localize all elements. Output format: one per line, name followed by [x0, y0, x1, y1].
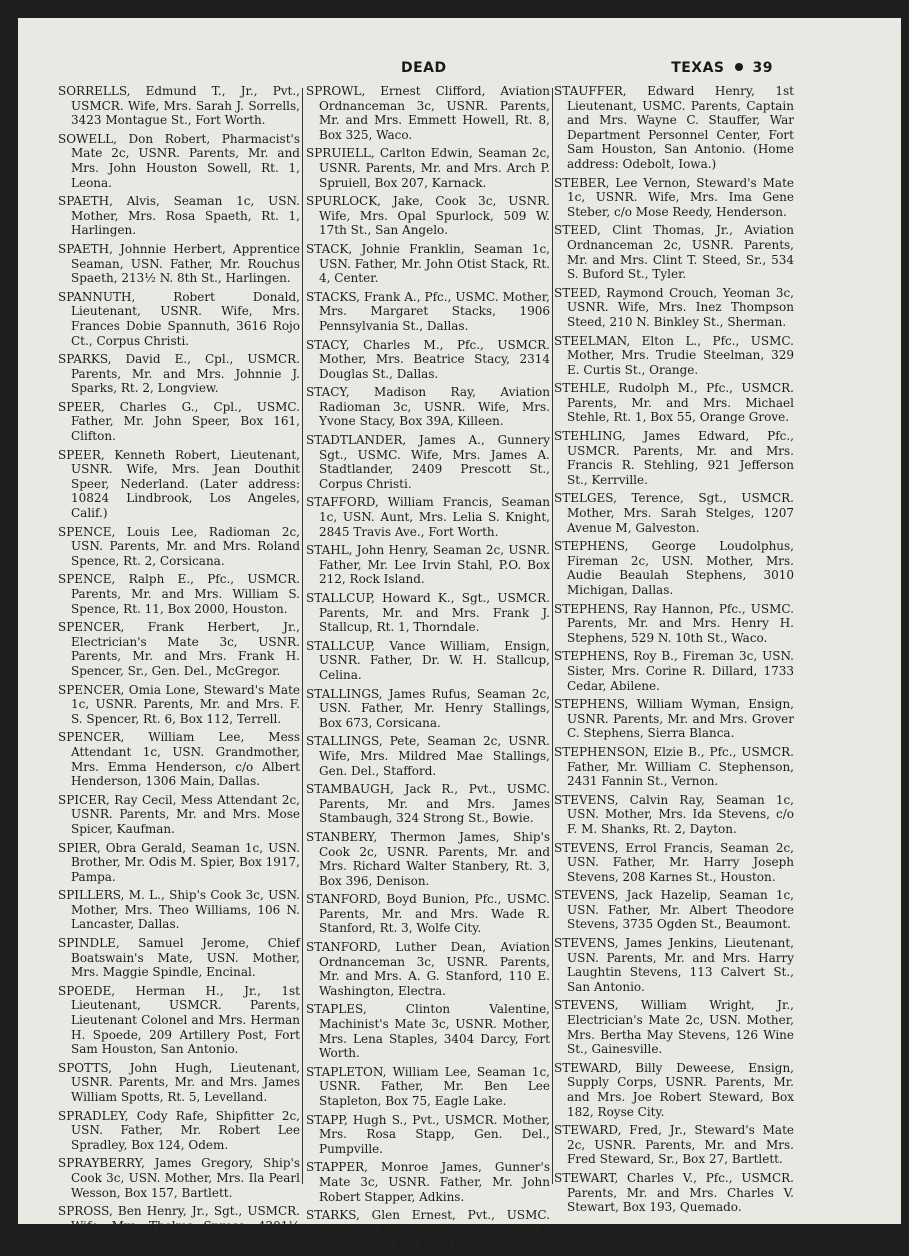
casualty-entry: STACY, Madison Ray, Aviation Radioman 3c, USNR. Wife, Mrs. Yvone Stacy, Box 39A, Killeen. [306, 385, 550, 429]
page-number: 39 [752, 60, 773, 76]
casualty-entry: STANBERY, Thermon James, Ship's Cook 2c, USNR. Parents, Mr. and Mrs. Richard Walter Stanbery, Rt. 3, Box 396, Denison. [306, 829, 550, 888]
casualty-entry: STALLCUP, Vance William, Ensign, USNR. Father, Dr. W. H. Stallcup, Celina. [306, 638, 550, 682]
casualty-entry: SPROSS, Ben Henry, Jr., Sgt., USMCR. Wife, Mrs. Thelma Spross, 4201½ Cedar Springs Ave., Dallas. [58, 1204, 300, 1248]
casualty-entry: SPENCER, Frank Herbert, Jr., Electrician's Mate 3c, USNR. Parents, Mr. and Mrs. Frank H. Spencer, Sr., Gen. Del., McGregor. [58, 620, 300, 678]
casualty-entry: STAPP, Hugh S., Pvt., USMCR. Mother, Mrs. Rosa Stapp, Gen. Del., Pumpville. [306, 1112, 550, 1156]
casualty-entry: STARKS, Glen Ernest, Pvt., USMC. Parents, Mr. and Mrs. William A. Starks, Star Rt., Hale Center. [306, 1208, 550, 1252]
casualty-entry: SPRADLEY, Cody Rafe, Shipfitter 2c, USN. Father, Mr. Robert Lee Spradley, Box 124, Odem. [58, 1108, 300, 1152]
casualty-entry: STAPLETON, William Lee, Seaman 1c, USNR. Father, Mr. Ben Lee Stapleton, Box 75, Eagle Lake. [306, 1064, 550, 1108]
casualty-entry: STEHLE, Rudolph M., Pfc., USMCR. Parents, Mr. and Mrs. Michael Stehle, Rt. 1, Box 55, Orange Grove. [554, 381, 794, 425]
page-header [18, 58, 901, 82]
casualty-entry: STELGES, Terence, Sgt., USMCR. Mother, Mrs. Sarah Stelges, 1207 Avenue M, Galveston. [554, 491, 794, 535]
casualty-entry: SPROWL, Ernest Clifford, Aviation Ordnanceman 3c, USNR. Parents, Mr. and Mrs. Emmett Howell, Rt. 8, Box 325, Waco. [306, 84, 550, 142]
casualty-entry: SPARKS, David E., Cpl., USMCR. Parents, Mr. and Mrs. Johnnie J. Sparks, Rt. 2, Longview. [58, 352, 300, 396]
casualty-entry: SPANNUTH, Robert Donald, Lieutenant, USNR. Wife, Mrs. Frances Dobie Spannuth, 3616 Rojo Ct., Corpus Christi. [58, 289, 300, 348]
column-2 [306, 84, 550, 1256]
column-divider [302, 88, 303, 1184]
casualty-entry: SPRAYBERRY, James Gregory, Ship's Cook 3c, USN. Mother, Mrs. Ila Pearl Wesson, Box 157, Bartlett. [58, 1156, 300, 1200]
column-1 [58, 84, 300, 1252]
casualty-entry: STACK, Johnie Franklin, Seaman 1c, USN. Father, Mr. John Otist Stack, Rt. 4, Center. [306, 241, 550, 286]
state-name: TEXAS [671, 60, 725, 76]
casualty-entry: SPENCE, Louis Lee, Radioman 2c, USN. Parents, Mr. and Mrs. Roland Spence, Rt. 2, Corsicana. [58, 524, 300, 568]
casualty-entry: STEHLING, James Edward, Pfc., USMCR. Parents, Mr. and Mrs. Francis R. Stehling, 921 Jefferson St., Kerrville. [554, 429, 794, 487]
casualty-entry: SPEER, Kenneth Robert, Lieutenant, USNR. Wife, Mrs. Jean Douthit Speer, Nederland. (Later address: 10824 Lindbrook, Los Angeles, Calif.) [58, 447, 300, 521]
casualty-entry: SORRELLS, Edmund T., Jr., Pvt., USMCR. Wife, Mrs. Sarah J. Sorrells, 3423 Montague St., Fort Worth. [58, 84, 300, 128]
casualty-entry: STAPLES, Clinton Valentine, Machinist's Mate 3c, USNR. Mother, Mrs. Lena Staples, 3404 Darcy, Fort Worth. [306, 1002, 550, 1061]
casualty-entry: SPAETH, Alvis, Seaman 1c, USN. Mother, Mrs. Rosa Spaeth, Rt. 1, Harlingen. [58, 194, 300, 238]
casualty-entry: STEED, Raymond Crouch, Yeoman 3c, USNR. Wife, Mrs. Inez Thompson Steed, 210 N. Binkley St., Sherman. [554, 285, 794, 329]
casualty-entry: SPOTTS, John Hugh, Lieutenant, USNR. Parents, Mr. and Mrs. James William Spotts, Rt. 5, Levelland. [58, 1060, 300, 1104]
casualty-entry: STACY, Charles M., Pfc., USMCR. Mother, Mrs. Beatrice Stacy, 2314 Douglas St., Dallas. [306, 337, 550, 381]
casualty-entry: STACKS, Frank A., Pfc., USMC. Mother, Mrs. Margaret Stacks, 1906 Pennsylvania St., Dallas. [306, 289, 550, 333]
casualty-entry: SPRUIELL, Carlton Edwin, Seaman 2c, USNR. Parents, Mr. and Mrs. Arch P. Spruiell, Box 207, Karnack. [306, 146, 550, 190]
casualty-entry: STAMBAUGH, Jack R., Pvt., USMC. Parents, Mr. and Mrs. James Stambaugh, 324 Strong St., Bowie. [306, 782, 550, 826]
casualty-entry: STANFORD, Boyd Bunion, Pfc., USMC. Parents, Mr. and Mrs. Wade R. Stanford, Rt. 3, Wolfe City. [306, 892, 550, 936]
casualty-entry: STEBER, Lee Vernon, Steward's Mate 1c, USNR. Wife, Mrs. Ima Gene Steber, c/o Mose Reedy, Henderson. [554, 175, 794, 219]
casualty-entry: SPINDLE, Samuel Jerome, Chief Boatswain's Mate, USN. Mother, Mrs. Maggie Spindle, Encinal. [58, 936, 300, 980]
casualty-entry: STANFORD, Luther Dean, Aviation Ordnanceman 3c, USNR. Parents, Mr. and Mrs. A. G. Stanford, 110 E. Washington, Electra. [306, 940, 550, 998]
casualty-entry: STALLCUP, Howard K., Sgt., USMCR. Parents, Mr. and Mrs. Frank J. Stallcup, Rt. 1, Thorndale. [306, 591, 550, 635]
casualty-entry: SPILLERS, M. L., Ship's Cook 3c, USN. Mother, Mrs. Theo Williams, 106 N. Lancaster, Dallas. [58, 888, 300, 932]
casualty-entry: STEVENS, William Wright, Jr., Electrician's Mate 2c, USN. Mother, Mrs. Bertha May Stevens, 126 Wine St., Gainesville. [554, 998, 794, 1057]
casualty-entry: STEWART, Charles V., Pfc., USMCR. Parents, Mr. and Mrs. Charles V. Stewart, Box 193, Quemado. [554, 1170, 794, 1215]
casualty-entry: STALLINGS, Pete, Seaman 2c, USNR. Wife, Mrs. Mildred Mae Stallings, Gen. Del., Stafford. [306, 734, 550, 778]
section-title: DEAD [401, 60, 447, 76]
column-divider [552, 88, 553, 1184]
casualty-entry: STEWARD, Fred, Jr., Steward's Mate 2c, USNR. Parents, Mr. and Mrs. Fred Steward, Sr., Box 27, Bartlett. [554, 1123, 794, 1167]
casualty-entry: SOWELL, Don Robert, Pharmacist's Mate 2c, USNR. Parents, Mr. and Mrs. John Houston Sowell, Rt. 1, Leona. [58, 131, 300, 190]
casualty-entry: SPICER, Ray Cecil, Mess Attendant 2c, USNR. Parents, Mr. and Mrs. Mose Spicer, Kaufman. [58, 792, 300, 836]
casualty-entry: SPURLOCK, Jake, Cook 3c, USNR. Wife, Mrs. Opal Spurlock, 509 W. 17th St., San Angelo. [306, 194, 550, 238]
casualty-entry: SPENCER, Omia Lone, Steward's Mate 1c, USNR. Parents, Mr. and Mrs. F. S. Spencer, Rt. 6, Box 112, Terrell. [58, 682, 300, 726]
casualty-entry: SPENCE, Ralph E., Pfc., USMCR. Parents, Mr. and Mrs. William S. Spence, Rt. 11, Box 2000, Houston. [58, 572, 300, 616]
casualty-entry: STEED, Clint Thomas, Jr., Aviation Ordnanceman 2c, USNR. Parents, Mr. and Mrs. Clint T. Steed, Sr., 534 S. Buford St., Tyler. [554, 223, 794, 282]
bullet-icon [735, 63, 743, 71]
casualty-entry: STADTLANDER, James A., Gunnery Sgt., USMC. Wife, Mrs. James A. Stadtlander, 2409 Prescott St., Corpus Christi. [306, 433, 550, 491]
casualty-entry: STEPHENS, William Wyman, Ensign, USNR. Parents, Mr. and Mrs. Grover C. Stephens, Sierra Blanca. [554, 697, 794, 741]
casualty-entry: STEVENS, Jack Hazelip, Seaman 1c, USN. Father, Mr. Albert Theodore Stevens, 3735 Ogden St., Beaumont. [554, 888, 794, 932]
casualty-entry: STAPPER, Monroe James, Gunner's Mate 3c, USNR. Father, Mr. John Robert Stapper, Adkins. [306, 1160, 550, 1204]
casualty-entry: STEWARD, Billy Deweese, Ensign, Supply Corps, USNR. Parents, Mr. and Mrs. Joe Robert Steward, Box 182, Royse City. [554, 1060, 794, 1119]
casualty-entry: STEPHENS, George Loudolphus, Fireman 2c, USN. Mother, Mrs. Audie Beaulah Stephens, 3010 Michigan, Dallas. [554, 539, 794, 597]
column-3 [554, 84, 794, 1219]
casualty-entry: SPEER, Charles G., Cpl., USMC. Father, Mr. John Speer, Box 161, Clifton. [58, 399, 300, 444]
casualty-entry: STAUFFER, Edward Henry, 1st Lieutenant, USMC. Parents, Captain and Mrs. Wayne C. Stauffer, War Department Personnel Center, Fort Sam Houston, San Antonio. (Home address: Odebolt, Iowa.) [554, 84, 794, 171]
casualty-entry: STEVENS, Errol Francis, Seaman 2c, USN. Father, Mr. Harry Joseph Stevens, 208 Karnes St., Houston. [554, 840, 794, 884]
casualty-entry: STEVENS, Calvin Ray, Seaman 1c, USN. Mother, Mrs. Ida Stevens, c/o F. M. Shanks, Rt. 2, Dayton. [554, 792, 794, 836]
casualty-entry: STEPHENS, Roy B., Fireman 3c, USN. Sister, Mrs. Corine R. Dillard, 1733 Cedar, Abilene. [554, 649, 794, 693]
casualty-entry: STEPHENSON, Elzie B., Pfc., USMCR. Father, Mr. William C. Stephenson, 2431 Fannin St., Vernon. [554, 744, 794, 789]
casualty-entry: STAFFORD, William Francis, Seaman 1c, USN. Aunt, Mrs. Lelia S. Knight, 2845 Travis Ave., Fort Worth. [306, 495, 550, 539]
casualty-entry: SPENCER, William Lee, Mess Attendant 1c, USN. Grandmother, Mrs. Emma Henderson, c/o Albert Henderson, 1306 Main, Dallas. [58, 730, 300, 789]
casualty-entry: STEELMAN, Elton L., Pfc., USMC. Mother, Mrs. Trudie Steelman, 329 E. Curtis St., Orange. [554, 333, 794, 377]
casualty-entry: STAHL, John Henry, Seaman 2c, USNR. Father, Mr. Lee Irvin Stahl, P.O. Box 212, Rock Island. [306, 543, 550, 587]
casualty-entry: STALLINGS, James Rufus, Seaman 2c, USN. Father, Mr. Henry Stallings, Box 673, Corsicana. [306, 686, 550, 730]
casualty-entry: STEVENS, James Jenkins, Lieutenant, USN. Parents, Mr. and Mrs. Harry Laughtin Stevens, 113 Calvert St., San Antonio. [554, 936, 794, 994]
casualty-entry: SPAETH, Johnnie Herbert, Apprentice Seaman, USN. Father, Mr. Rouchus Spaeth, 213½ N. 8th St., Harlingen. [58, 241, 300, 286]
running-head [671, 60, 773, 76]
casualty-entry: SPOEDE, Herman H., Jr., 1st Lieutenant, USMCR. Parents, Lieutenant Colonel and Mrs. Herman H. Spoede, 209 Artillery Post, Fort Sam Houston, San Antonio. [58, 983, 300, 1057]
document-page [18, 18, 901, 1252]
casualty-entry: STEPHENS, Ray Hannon, Pfc., USMC. Parents, Mr. and Mrs. Henry H. Stephens, 529 N. 10th St., Waco. [554, 601, 794, 645]
casualty-entry: SPIER, Obra Gerald, Seaman 1c, USN. Brother, Mr. Odis M. Spier, Box 1917, Pampa. [58, 840, 300, 884]
